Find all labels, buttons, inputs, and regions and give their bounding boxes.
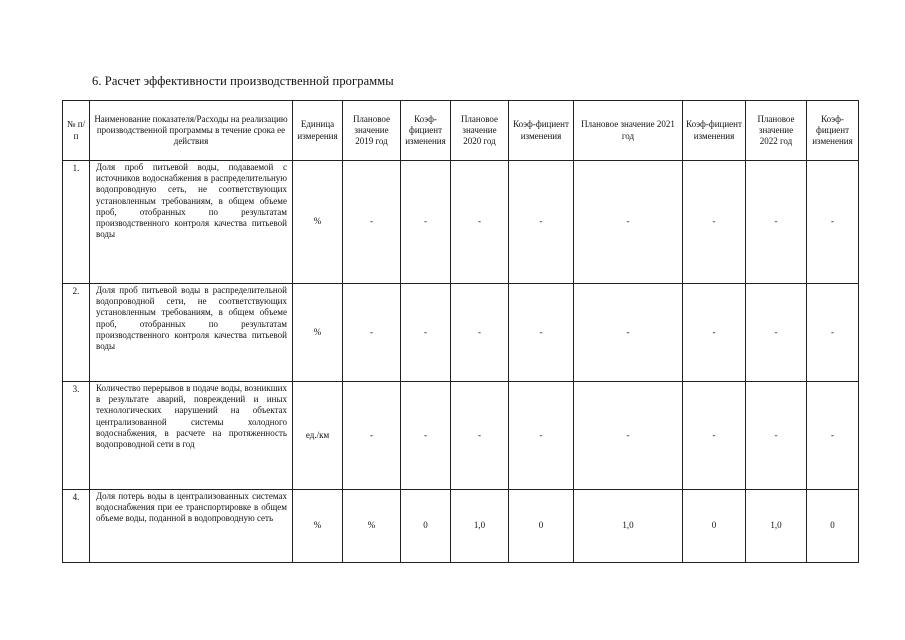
value-cell: - bbox=[746, 284, 807, 382]
unit-cell: % bbox=[293, 490, 343, 563]
row-number: 2. bbox=[63, 284, 90, 382]
value-cell: - bbox=[451, 161, 509, 284]
header-cell-coef-4: Коэф-фициент изменения bbox=[807, 101, 859, 161]
value-cell: - bbox=[807, 284, 859, 382]
value-cell: - bbox=[807, 161, 859, 284]
value-cell: - bbox=[746, 161, 807, 284]
value-cell: - bbox=[451, 284, 509, 382]
value-cell: 0 bbox=[509, 490, 574, 563]
header-cell-coef-1: Коэф-фициент изменения bbox=[401, 101, 451, 161]
table-header-row bbox=[63, 101, 859, 161]
row-number: 3. bbox=[63, 382, 90, 490]
value-cell: - bbox=[574, 161, 683, 284]
value-cell: - bbox=[401, 284, 451, 382]
value-cell: - bbox=[683, 284, 746, 382]
value-cell: - bbox=[401, 161, 451, 284]
header-cell-unit: Единица измерения bbox=[293, 101, 343, 161]
header-cell-name: Наименование показателя/Расходы на реализацию производственной программы в течение срока ее действия bbox=[90, 101, 293, 161]
header-cell-plan-2020: Плановое значение 2020 год bbox=[451, 101, 509, 161]
value-cell: - bbox=[343, 161, 401, 284]
indicator-name: Доля проб питьевой воды в распределительной водопроводной сети, не соответствующих установленным требованиям, в общем объеме проб, отобранных по результатам производственного контроля качества питьевой воды bbox=[90, 284, 293, 382]
table-row bbox=[63, 284, 859, 382]
value-cell: 0 bbox=[401, 490, 451, 563]
table-row bbox=[63, 490, 859, 563]
unit-cell: ед./км bbox=[293, 382, 343, 490]
value-cell: - bbox=[574, 284, 683, 382]
header-cell-coef-2: Коэф-фициент изменения bbox=[509, 101, 574, 161]
value-cell: 1,0 bbox=[574, 490, 683, 563]
unit-cell: % bbox=[293, 161, 343, 284]
value-cell: - bbox=[343, 382, 401, 490]
value-cell: - bbox=[574, 382, 683, 490]
value-cell: - bbox=[807, 382, 859, 490]
indicator-name: Доля потерь воды в централизованных системах водоснабжения при ее транспортировке в общем объеме воды, поданной в водопроводную сеть bbox=[90, 490, 293, 563]
header-cell-plan-2019: Плановое значение 2019 год bbox=[343, 101, 401, 161]
value-cell: - bbox=[683, 161, 746, 284]
value-cell: - bbox=[343, 284, 401, 382]
row-number: 4. bbox=[63, 490, 90, 563]
value-cell: % bbox=[343, 490, 401, 563]
header-cell-plan-2021: Плановое значение 2021 год bbox=[574, 101, 683, 161]
indicator-name: Количество перерывов в подаче воды, возникших в результате аварий, повреждений и иных технологических нарушений на объектах централизованной системы холодного водоснабжения, в расчете на протяженность водопроводной сети в год bbox=[90, 382, 293, 490]
header-cell-plan-2022: Плановое значение 2022 год bbox=[746, 101, 807, 161]
header-cell-num: № п/п bbox=[63, 101, 90, 161]
section-title: 6. Расчет эффективности производственной программы bbox=[92, 74, 394, 88]
header-cell-coef-3: Коэф-фициент изменения bbox=[683, 101, 746, 161]
efficiency-table bbox=[62, 100, 859, 563]
table-row bbox=[63, 382, 859, 490]
value-cell: - bbox=[451, 382, 509, 490]
value-cell: - bbox=[509, 161, 574, 284]
value-cell: 0 bbox=[683, 490, 746, 563]
value-cell: 1,0 bbox=[746, 490, 807, 563]
indicator-name: Доля проб питьевой воды, подаваемой с источников водоснабжения в распределительную водопроводную сеть, не соответствующих установленным требованиям, в общем объеме проб, отобранных по результатам производственного контроля качества питьевой воды bbox=[90, 161, 293, 284]
row-number: 1. bbox=[63, 161, 90, 284]
value-cell: 1,0 bbox=[451, 490, 509, 563]
value-cell: - bbox=[509, 284, 574, 382]
value-cell: - bbox=[509, 382, 574, 490]
value-cell: - bbox=[683, 382, 746, 490]
unit-cell: % bbox=[293, 284, 343, 382]
value-cell: - bbox=[401, 382, 451, 490]
table-row bbox=[63, 161, 859, 284]
value-cell: 0 bbox=[807, 490, 859, 563]
value-cell: - bbox=[746, 382, 807, 490]
